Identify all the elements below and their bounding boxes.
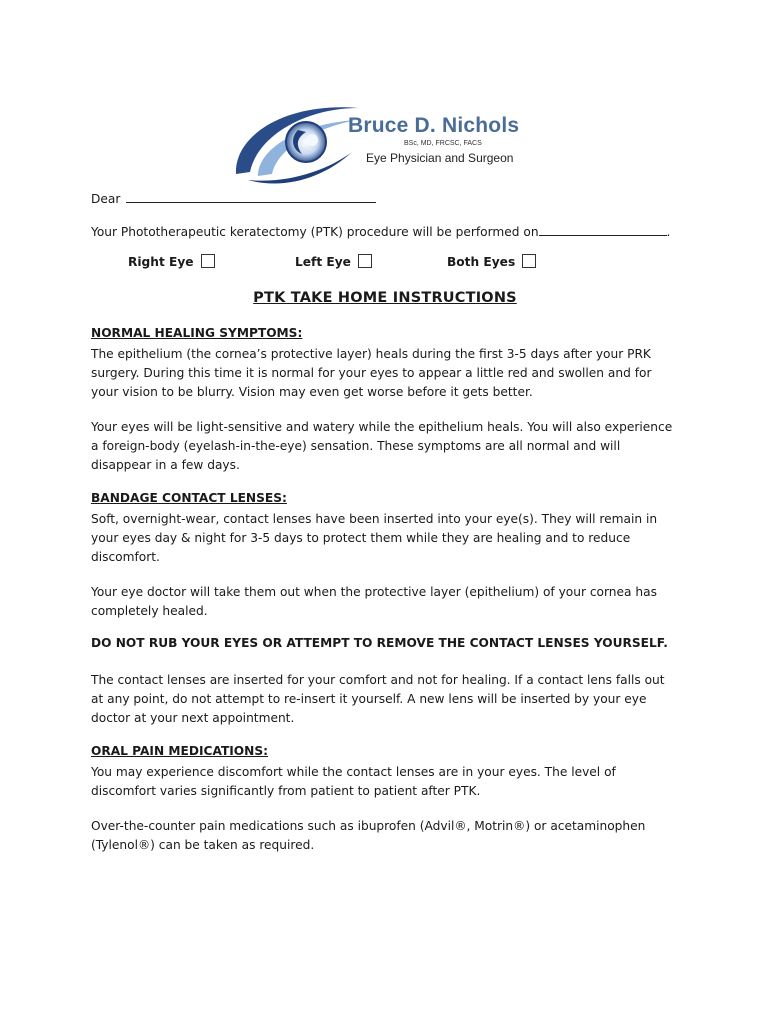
paragraph-line: Your eye doctor will take them out when the protective layer (epithelium) of your cornea has (91, 585, 657, 599)
oral-pain-heading: ORAL PAIN MEDICATIONS: (91, 744, 269, 758)
paragraph-line: (Tylenol®) can be taken as required. (91, 838, 315, 852)
left-eye-option (295, 254, 372, 269)
procedure-period: . (666, 225, 671, 239)
paragraph-line: The epithelium (the cornea’s protective layer) heals during the first 3-5 days after your PRK (91, 347, 651, 361)
normal-healing-paragraph-2 (91, 418, 691, 475)
oral-paragraph-1 (91, 763, 691, 801)
oral-paragraph-2 (91, 817, 691, 855)
right-eye-option (128, 254, 215, 269)
salutation-line (91, 190, 376, 209)
paragraph-line: your vision to be blurry. Vision may even get worse before it gets better. (91, 385, 533, 399)
bandage-paragraph-2 (91, 583, 691, 621)
normal-healing-heading: NORMAL HEALING SYMPTOMS: (91, 326, 303, 340)
paragraph-line: The contact lenses are inserted for your comfort and not for healing. If a contact lens falls out (91, 673, 665, 687)
date-blank[interactable] (539, 223, 667, 236)
left-eye-label: Left Eye (295, 255, 351, 269)
bandage-lenses-heading: BANDAGE CONTACT LENSES: (91, 491, 287, 505)
both-eyes-option (447, 254, 536, 269)
paragraph-line: You may experience discomfort while the contact lenses are in your eyes. The level of (91, 765, 616, 779)
name-blank[interactable] (126, 190, 376, 203)
paragraph-line: a foreign-body (eyelash-in-the-eye) sensation. These symptoms are all normal and will (91, 439, 621, 453)
dear-label: Dear (91, 192, 121, 206)
practice-credentials: BSc, MD, FRCSC, FACS (404, 140, 482, 147)
normal-healing-paragraph-1 (91, 345, 691, 402)
warning-text: DO NOT RUB YOUR EYES OR ATTEMPT TO REMOVE THE CONTACT LENSES YOURSELF. (91, 636, 668, 650)
practice-name: Bruce D. Nichols (348, 114, 520, 137)
both-eyes-label: Both Eyes (447, 255, 516, 269)
paragraph-line: Your eyes will be light-sensitive and watery while the epithelium heals. You will also experience (91, 420, 673, 434)
paragraph-line: surgery. During this time it is normal for your eyes to appear a little red and swollen and for (91, 366, 652, 380)
left-eye-checkbox[interactable] (358, 254, 372, 268)
bandage-paragraph-3 (91, 671, 691, 728)
paragraph-line: at any point, do not attempt to re-insert it yourself. A new lens will be inserted by your eye (91, 692, 647, 706)
paragraph-line: disappear in a few days. (91, 458, 240, 472)
procedure-line (91, 223, 670, 242)
document-title: PTK TAKE HOME INSTRUCTIONS (253, 290, 517, 306)
eye-swoosh-icon (228, 94, 368, 190)
both-eyes-checkbox[interactable] (522, 254, 536, 268)
practice-tagline: Eye Physician and Surgeon (366, 151, 514, 165)
right-eye-checkbox[interactable] (201, 254, 215, 268)
paragraph-line: Over-the-counter pain medications such as ibuprofen (Advil®, Motrin®) or acetaminophen (91, 819, 646, 833)
bandage-paragraph-1 (91, 510, 691, 567)
practice-logo (228, 94, 550, 190)
paragraph-line: discomfort varies significantly from patient to patient after PTK. (91, 784, 481, 798)
paragraph-line: completely healed. (91, 604, 208, 618)
right-eye-label: Right Eye (128, 255, 194, 269)
paragraph-line: discomfort. (91, 550, 160, 564)
procedure-text: Your Phototherapeutic keratectomy (PTK) procedure will be performed on (91, 225, 539, 239)
paragraph-line: Soft, overnight-wear, contact lenses have been inserted into your eye(s). They will remain in (91, 512, 658, 526)
paragraph-line: your eyes day & night for 3-5 days to protect them while they are healing and to reduce (91, 531, 631, 545)
paragraph-line: doctor at your next appointment. (91, 711, 295, 725)
